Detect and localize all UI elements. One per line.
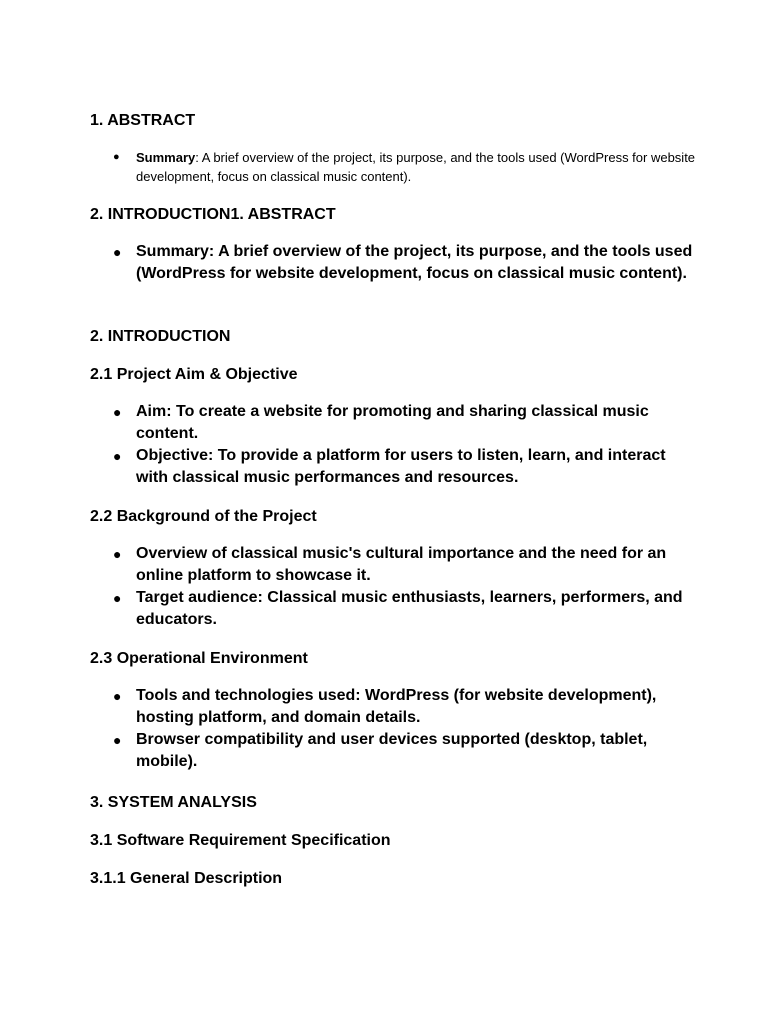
bullet-text: Browser compatibility and user devices supported (desktop, tablet, mobile). (136, 731, 648, 770)
section-heading-operational-environment: 2.3 Operational Environment (90, 650, 308, 667)
bullet-icon: ● (113, 448, 122, 464)
bullet-icon: ● (113, 244, 122, 260)
bullet-text: Overview of classical music's cultural importance and the need for an online platform to showcase it. (136, 545, 667, 584)
bullet-text: Target audience: Classical music enthusiasts, learners, performers, and educators. (136, 589, 683, 628)
section-heading-introduction: 2. INTRODUCTION (90, 328, 231, 345)
bullet-icon: ● (113, 404, 122, 420)
section-heading-background: 2.2 Background of the Project (90, 508, 317, 525)
section-heading-general-description: 3.1.1 General Description (90, 870, 283, 887)
list-item (0, 148, 768, 186)
section-heading-software-requirement: 3.1 Software Requirement Specification (90, 832, 391, 849)
list-item (0, 685, 768, 729)
bullet-icon: ● (113, 151, 120, 163)
operational-environment-bullet-list (0, 685, 768, 773)
bullet-text: Tools and technologies used: WordPress (for website development), hosting platform, and domain details. (136, 687, 657, 726)
section-heading-aim-objective: 2.1 Project Aim & Objective (90, 366, 298, 383)
section-heading-abstract: 1. ABSTRACT (90, 112, 196, 129)
bullet-icon: ● (113, 688, 122, 704)
section-heading-introduction-abstract: 2. INTRODUCTION1. ABSTRACT (90, 206, 336, 223)
section-heading-system-analysis: 3. SYSTEM ANALYSIS (90, 794, 257, 811)
bullet-lead: Summary (136, 150, 196, 165)
bullet-text: Summary: A brief overview of the project, its purpose, and the tools used (WordPress for website development, focus on classical music content). (136, 243, 693, 282)
abstract-bullet-list (0, 148, 768, 186)
bullet-text (136, 148, 696, 186)
list-item (0, 401, 768, 445)
list-item (0, 587, 768, 631)
background-bullet-list (0, 543, 768, 631)
bullet-text: Aim: To create a website for promoting and sharing classical music content. (136, 403, 649, 442)
bullet-icon: ● (113, 732, 122, 748)
bullet-body: : A brief overview of the project, its purpose, and the tools used (WordPress for website development, focus on classical music content). (136, 150, 696, 184)
bullet-text: Objective: To provide a platform for users to listen, learn, and interact with classical music performances and resources. (136, 447, 666, 486)
list-item (0, 729, 768, 773)
list-item (0, 445, 768, 489)
bullet-icon: ● (113, 590, 122, 606)
list-item (0, 543, 768, 587)
bullet-icon: ● (113, 546, 122, 562)
aim-objective-bullet-list (0, 401, 768, 489)
intro-abstract-bullet-list (0, 241, 768, 285)
list-item (0, 241, 768, 285)
